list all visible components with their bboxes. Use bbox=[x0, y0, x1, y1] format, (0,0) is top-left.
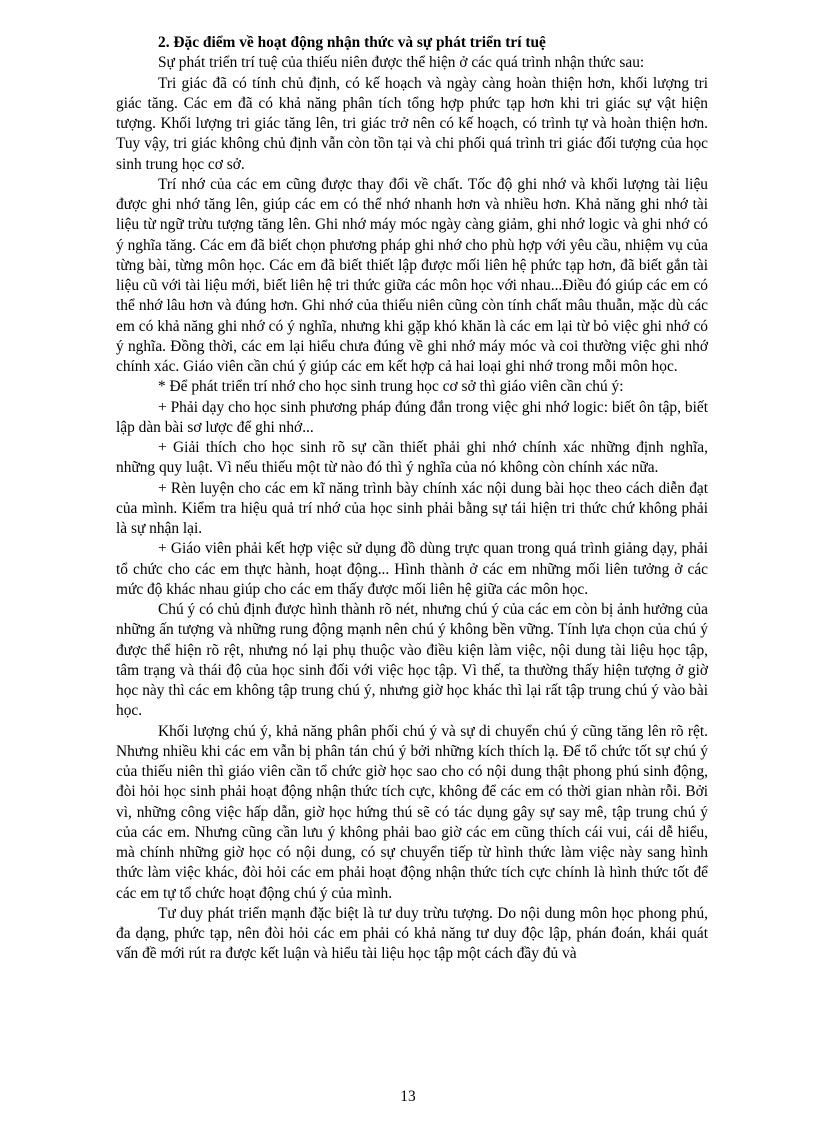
memory-tip-4: + Giáo viên phải kết hợp việc sử dụng đồ dùng trực quan trong quá trình giảng dạy, phải tổ chức cho các em thực hành, hoạt động... Hình thành ở các em những mối liên tưởng ở các mức độ khác nhau giúp cho các em thấy được mối liên hệ giữa các môn học. bbox=[116, 540, 708, 598]
memory-tip-2: + Giải thích cho học sinh rõ sự cần thiết phải ghi nhớ chính xác những định nghĩa, những quy luật. Vì nếu thiếu một từ nào đó thì ý nghĩa của nó không còn chính xác nữa. bbox=[116, 439, 708, 477]
memory-paragraph: Trí nhớ của các em cũng được thay đổi về chất. Tốc độ ghi nhớ và khối lượng tài liệu được ghi nhớ tăng lên, giúp các em có thể nhớ nhanh hơn và nhiều hơn. Khả năng ghi nhớ tài liệu từ ngữ trừu tượng tăng lên. Ghi nhớ máy móc ngày càng giảm, ghi nhớ logic và ghi nhớ có ý nghĩa tăng. Các em đã biết chọn phương pháp ghi nhớ cho phù hợp với yêu cầu, nhiệm vụ của từng bài, từng môn học. Các em đã biết thiết lập được mối liên hệ phức tạp hơn, đã biết gắn tài liệu cũ với tài liệu mới, biết liên hệ tri thức giữa các môn học với nhau...Điều đó giúp các em có thể nhớ lâu hơn và đúng hơn. Ghi nhớ của thiếu niên cũng còn tính chất mâu thuẫn, mặc dù các em có khả năng ghi nhớ có ý nghĩa, nhưng khi gặp khó khăn là các em lại từ bỏ việc ghi nhớ có ý nghĩa. Đồng thời, các em lại hiểu chưa đúng về ghi nhớ máy móc và coi thường việc ghi nhớ chính xác. Giáo viên cần chú ý giúp các em kết hợp cả hai loại ghi nhớ trong mỗi môn học. bbox=[116, 175, 708, 375]
attention-volume-paragraph: Khối lượng chú ý, khả năng phân phối chú ý và sự di chuyển chú ý cũng tăng lên rõ rệt. Nhưng nhiều khi các em vẫn bị phân tán chú ý bởi những kích thích lạ. Để tổ chức tốt sự chú ý của thiếu niên thì giáo viên cần tổ chức giờ học sao cho có nội dung thật phong phú sinh động, đòi hỏi học sinh phải hoạt động nhận thức tích cực, không để các em có thời gian nhàn rỗi. Bởi vì, những công việc hấp dẫn, giờ học hứng thú sẽ có tác dụng gây sự say mê, tập trung chú ý của các em. Nhưng cũng cần lưu ý không phải bao giờ các em cũng thích cái vui, cái dễ hiểu, mà chính những giờ học có nội dung, có sự chuyển tiếp từ hình thức làm việc này sang hình thức làm việc khác, đòi hỏi các em phải hoạt động nhận thức tích cực chính là hình thức tốt để các em tự tổ chức hoạt động chú ý của mình. bbox=[116, 722, 708, 902]
intro-paragraph: Sự phát triển trí tuệ của thiếu niên được thể hiện ở các quá trình nhận thức sau: bbox=[158, 54, 645, 72]
attention-paragraph: Chú ý có chủ định được hình thành rõ nét, nhưng chú ý của các em còn bị ảnh hưởng của những ấn tượng và những rung động mạnh nên chú ý không bền vững. Tính lựa chọn của chú ý được thể hiện rõ rệt, nhưng nó lại phụ thuộc vào điều kiện làm việc, nội dung tài liệu học tập, tâm trạng và thái độ của học sinh đối với việc học tập. Vì thế, ta thường thấy hiện tượng ở giờ học này thì các em không tập trung chú ý, nhưng giờ học khác thì lại rất tập trung chú ý vào bài học. bbox=[116, 601, 708, 720]
page-number: 13 bbox=[400, 1088, 416, 1105]
section-heading: 2. Đặc điểm về hoạt động nhận thức và sự phát triển trí tuệ bbox=[158, 34, 546, 51]
memory-tips-intro: * Để phát triển trí nhớ cho học sinh trung học cơ sở thì giáo viên cần chú ý: bbox=[158, 378, 624, 396]
memory-tip-3: + Rèn luyện cho các em kĩ năng trình bày chính xác nội dung bài học theo cách diễn đạt của mình. Kiểm tra hiệu quả trí nhớ của học sinh phải bằng sự tái hiện tri thức chứ không phải là sự nhận lại. bbox=[116, 479, 708, 537]
perception-paragraph: Tri giác đã có tính chủ định, có kế hoạch và ngày càng hoàn thiện hơn, khối lượng tri giác tăng. Các em đã có khả năng phân tích tổng hợp phức tạp hơn khi tri giác sự vật hiện tượng. Khối lượng tri giác tăng lên, tri giác trở nên có kế hoạch, có trình tự và hoàn thiện hơn. Tuy vậy, tri giác không chủ định vẫn còn tồn tại và chi phối quá trình tri giác đối tượng của học sinh trung học cơ sở. bbox=[116, 74, 708, 173]
thinking-paragraph: Tư duy phát triển mạnh đặc biệt là tư duy trừu tượng. Do nội dung môn học phong phú, đa dạng, phức tạp, nên đòi hỏi các em phải có khả năng tư duy độc lập, phán đoán, khái quát vấn đề mới rút ra được kết luận và hiểu tài liệu học tập một cách đầy đủ và bbox=[116, 904, 708, 963]
page-body bbox=[116, 33, 708, 965]
memory-tip-1: + Phải dạy cho học sinh phương pháp đúng đắn trong việc ghi nhớ logic: biết ôn tập, biết lập dàn bài sơ lược để ghi nhớ... bbox=[116, 398, 708, 436]
